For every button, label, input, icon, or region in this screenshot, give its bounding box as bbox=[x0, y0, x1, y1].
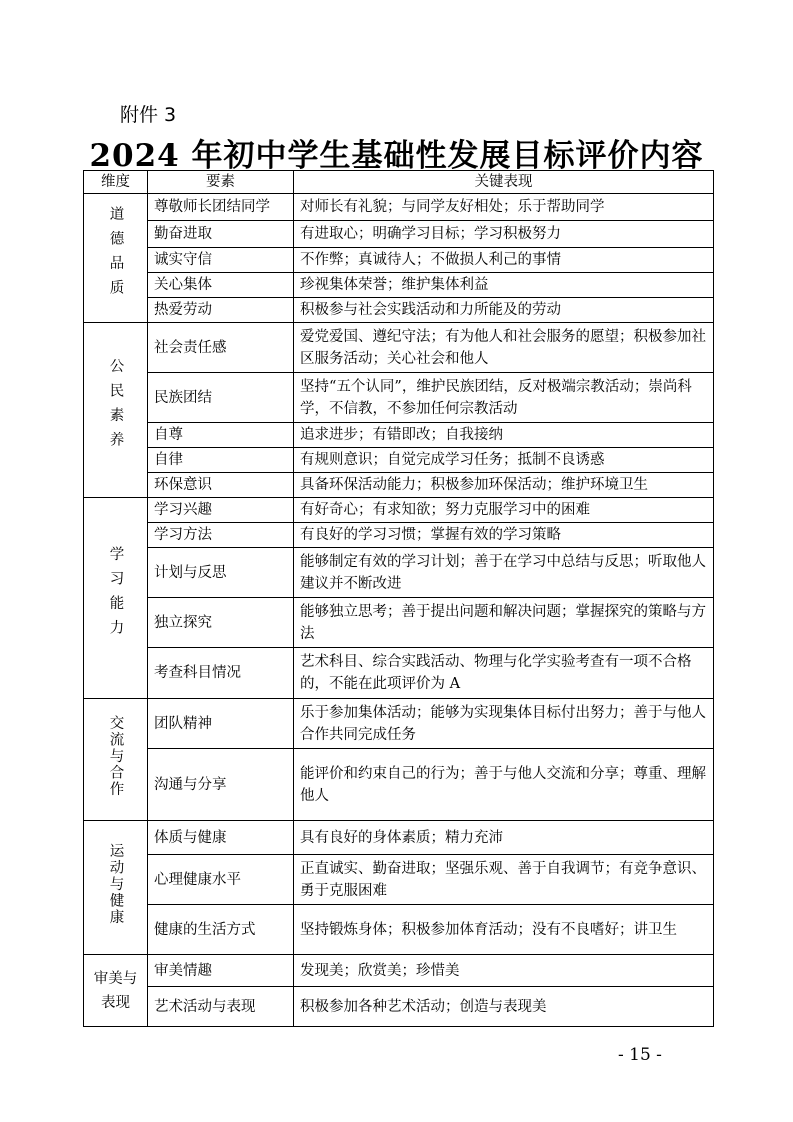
performance-cell: 坚持“五个认同”，维护民族团结，反对极端宗教活动；崇尚科学，不信教，不参加任何宗教活动 bbox=[294, 373, 714, 423]
dimension-label: 道德品质 bbox=[107, 205, 124, 304]
attachment-label: 附件 3 bbox=[120, 104, 177, 126]
dimension-cell bbox=[84, 498, 148, 699]
performance-cell: 乐于参加集体活动；能够为实现集体目标付出努力；善于与他人合作共同完成任务 bbox=[294, 699, 714, 749]
header-dimension: 维度 bbox=[84, 171, 148, 194]
performance-cell: 有规则意识；自觉完成学习任务；抵制不良诱惑 bbox=[294, 448, 714, 473]
table-row bbox=[84, 298, 714, 323]
table-row bbox=[84, 598, 714, 648]
element-cell: 独立探究 bbox=[148, 598, 294, 648]
element-cell: 勤奋进取 bbox=[148, 221, 294, 248]
performance-cell: 不作弊；真诚待人；不做损人利己的事情 bbox=[294, 248, 714, 273]
table-row bbox=[84, 699, 714, 749]
dimension-cell bbox=[84, 955, 148, 1027]
performance-cell: 具备环保活动能力；积极参加环保活动；维护环境卫生 bbox=[294, 473, 714, 498]
table-row bbox=[84, 221, 714, 248]
element-cell: 考查科目情况 bbox=[148, 648, 294, 699]
table-row bbox=[84, 273, 714, 298]
element-cell: 沟通与分享 bbox=[148, 749, 294, 821]
element-cell: 关心集体 bbox=[148, 273, 294, 298]
dimension-cell bbox=[84, 194, 148, 323]
dimension-label: 公民素养 bbox=[107, 357, 124, 456]
table-row bbox=[84, 194, 714, 221]
table-row bbox=[84, 955, 714, 987]
table-header-row bbox=[84, 171, 714, 194]
element-cell: 学习兴趣 bbox=[148, 498, 294, 523]
performance-cell: 追求进步；有错即改；自我接纳 bbox=[294, 423, 714, 448]
table-row bbox=[84, 373, 714, 423]
header-element: 要素 bbox=[148, 171, 294, 194]
element-cell: 热爱劳动 bbox=[148, 298, 294, 323]
table-row bbox=[84, 448, 714, 473]
element-cell: 诚实守信 bbox=[148, 248, 294, 273]
dimension-cell bbox=[84, 323, 148, 498]
performance-cell: 爱党爱国、遵纪守法；有为他人和社会服务的愿望；积极参加社区服务活动；关心社会和他人 bbox=[294, 323, 714, 373]
performance-cell: 能评价和约束自己的行为；善于与他人交流和分享；尊重、理解他人 bbox=[294, 749, 714, 821]
performance-cell: 具有良好的身体素质；精力充沛 bbox=[294, 821, 714, 855]
table-row bbox=[84, 855, 714, 905]
table-row bbox=[84, 323, 714, 373]
table-row bbox=[84, 987, 714, 1027]
performance-cell: 艺术科目、综合实践活动、物理与化学实验考查有一项不合格的，不能在此项评价为 A bbox=[294, 648, 714, 699]
performance-cell: 发现美；欣赏美；珍惜美 bbox=[294, 955, 714, 987]
element-cell: 自律 bbox=[148, 448, 294, 473]
element-cell: 体质与健康 bbox=[148, 821, 294, 855]
performance-cell: 能够独立思考；善于提出问题和解决问题；掌握探究的策略与方法 bbox=[294, 598, 714, 648]
performance-cell: 正直诚实、勤奋进取；坚强乐观、善于自我调节；有竞争意识、勇于克服困难 bbox=[294, 855, 714, 905]
dimension-cell bbox=[84, 821, 148, 955]
table-row bbox=[84, 248, 714, 273]
performance-cell: 珍视集体荣誉；维护集体利益 bbox=[294, 273, 714, 298]
element-cell: 环保意识 bbox=[148, 473, 294, 498]
performance-cell: 积极参与社会实践活动和力所能及的劳动 bbox=[294, 298, 714, 323]
table-row bbox=[84, 905, 714, 955]
element-cell: 尊敬师长团结同学 bbox=[148, 194, 294, 221]
dimension-label: 交流与合作 bbox=[107, 714, 124, 798]
element-cell: 团队精神 bbox=[148, 699, 294, 749]
performance-cell: 对师长有礼貌；与同学友好相处；乐于帮助同学 bbox=[294, 194, 714, 221]
performance-cell: 能够制定有效的学习计划；善于在学习中总结与反思；听取他人建议并不断改进 bbox=[294, 548, 714, 598]
performance-cell: 有进取心；明确学习目标；学习积极努力 bbox=[294, 221, 714, 248]
table-row bbox=[84, 523, 714, 548]
performance-cell: 有好奇心；有求知欲；努力克服学习中的困难 bbox=[294, 498, 714, 523]
performance-cell: 积极参加各种艺术活动；创造与表现美 bbox=[294, 987, 714, 1027]
table-row bbox=[84, 648, 714, 699]
table-row bbox=[84, 498, 714, 523]
dimension-label: 审美与表现 bbox=[93, 970, 138, 1011]
table-row bbox=[84, 749, 714, 821]
element-cell: 健康的生活方式 bbox=[148, 905, 294, 955]
element-cell: 艺术活动与表现 bbox=[148, 987, 294, 1027]
table-row bbox=[84, 473, 714, 498]
performance-cell: 坚持锻炼身体；积极参加体育活动；没有不良嗜好；讲卫生 bbox=[294, 905, 714, 955]
table-row bbox=[84, 821, 714, 855]
page-title: 2024 年初中学生基础性发展目标评价内容 bbox=[89, 138, 704, 174]
element-cell: 社会责任感 bbox=[148, 323, 294, 373]
element-cell: 学习方法 bbox=[148, 523, 294, 548]
dimension-cell bbox=[84, 699, 148, 821]
header-performance: 关键表现 bbox=[294, 171, 714, 194]
page-number: - 15 - bbox=[618, 1045, 662, 1065]
evaluation-table bbox=[83, 170, 714, 1027]
table-row bbox=[84, 548, 714, 598]
dimension-label: 运动与健康 bbox=[107, 842, 124, 926]
performance-cell: 有良好的学习习惯；掌握有效的学习策略 bbox=[294, 523, 714, 548]
element-cell: 民族团结 bbox=[148, 373, 294, 423]
element-cell: 心理健康水平 bbox=[148, 855, 294, 905]
element-cell: 自尊 bbox=[148, 423, 294, 448]
table-row bbox=[84, 423, 714, 448]
element-cell: 审美情趣 bbox=[148, 955, 294, 987]
element-cell: 计划与反思 bbox=[148, 548, 294, 598]
dimension-label: 学习能力 bbox=[107, 545, 124, 644]
